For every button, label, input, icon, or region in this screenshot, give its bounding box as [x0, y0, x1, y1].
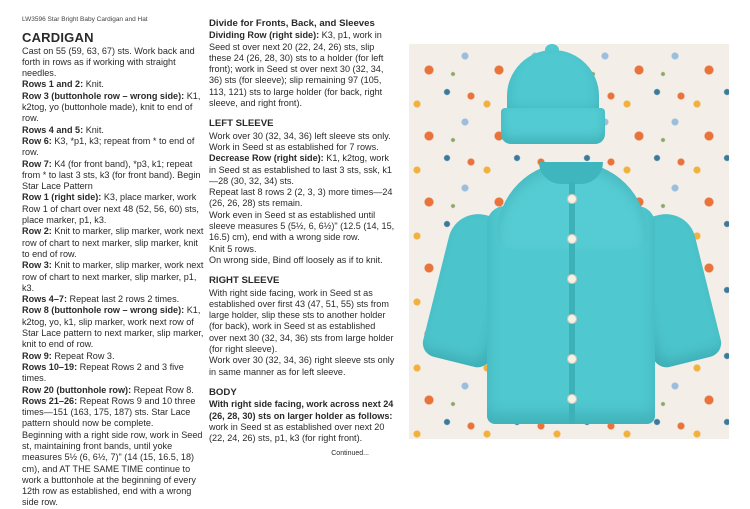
- cardigan-row-label: Rows 10–19:: [22, 361, 78, 372]
- dividing-row: [209, 30, 395, 109]
- cardigan-row-label: Row 1 (right side):: [22, 192, 102, 203]
- cardigan-closing: Beginning with a right side row, work in Seed st, maintaining front bands, until yoke measures 5½ (6, 6½, 7)" (14 (15, 16.5, 18) cm), and AT THE SAME TIME continue to work a buttonhole at the beginning of every 12th row as established, end with a wrong side row.: [22, 429, 203, 508]
- cardigan-row: [22, 192, 204, 226]
- cardigan-row-label: Row 9:: [22, 350, 52, 361]
- cardigan-row-label: Rows 4 and 5:: [22, 124, 84, 135]
- cardigan-intro: Cast on 55 (59, 63, 67) sts. Work back and forth in rows as if working with straight needles.: [22, 45, 195, 79]
- cardigan-row: [22, 91, 204, 125]
- dividing-row-label: Dividing Row (right side):: [209, 30, 320, 41]
- cardigan-row-label: Row 7:: [22, 158, 52, 169]
- button: [567, 394, 577, 404]
- cardigan-row: [22, 385, 204, 396]
- cardigan-row-text: K1, k2tog, yo (buttonhole made), knit to end of row.: [22, 90, 201, 124]
- cardigan-row-text: Knit.: [85, 79, 104, 90]
- cardigan-row-label: Rows 21–26:: [22, 395, 78, 406]
- cardigan-row-text: K1, k2tog, yo, k1, slip marker, work next row of Star Lace pattern to next marker, slip marker, knit to end of row.: [22, 305, 204, 350]
- cardigan-row-label: Rows 1 and 2:: [22, 79, 84, 90]
- cardigan-rows: [22, 79, 204, 429]
- button: [567, 274, 577, 284]
- button: [567, 354, 577, 364]
- cardigan-row-text: Repeat Rows 2 and 3 five times.: [22, 361, 184, 384]
- button: [567, 194, 577, 204]
- cardigan-row-label: Row 8 (buttonhole row – wrong side):: [22, 305, 185, 316]
- decrease-row-label: Decrease Row (right side):: [209, 153, 324, 164]
- cardigan-row: [22, 79, 204, 90]
- left-sleeve-p4: Work even in Seed st as established until sleeve measures 5 (5½, 6, 6½)" (12.5 (14, 15, 16.5) cm), end with a wrong side row.: [209, 209, 395, 243]
- cardigan-row-text: Repeat last 2 rows 2 times.: [69, 294, 180, 305]
- continued-label: Continued...: [331, 450, 369, 458]
- cardigan-row: [22, 125, 204, 136]
- cardigan-row-text: Repeat Row 8.: [133, 384, 194, 395]
- button: [567, 314, 577, 324]
- left-sleeve-p5: Knit 5 rows.: [209, 243, 257, 254]
- cardigan-row-text: K3, *p1, k3; repeat from * to end of row.: [22, 135, 195, 158]
- left-sleeve-heading: LEFT SLEEVE: [209, 118, 274, 130]
- left-sleeve-p3: Repeat last 8 rows 2 (2, 3, 3) more times—24 (26, 26, 28) sts remain.: [209, 187, 393, 209]
- cardigan-row: [22, 136, 204, 159]
- cardigan-row-label: Row 3:: [22, 260, 52, 271]
- cardigan-row-label: Rows 4–7:: [22, 294, 67, 305]
- hat-band: [501, 108, 605, 144]
- right-sleeve-p1: With right side facing, work in Seed st as established over first 43 (47, 51, 55) sts from large holder, slip these sts to another holder (for back), work in Seed st as established over next 30 (32, 34, 36) sts from large holder (for right sleeve).: [209, 287, 394, 355]
- decrease-row: [209, 153, 395, 187]
- cardigan-row: [22, 305, 204, 350]
- button: [567, 234, 577, 244]
- cardigan-row-text: Knit to marker, slip marker, work next row of chart to next marker, slip marker, p1, k3.: [22, 260, 204, 293]
- right-sleeve-p2: Work over 30 (32, 34, 36) right sleeve sts only in same manner as for left sleeve.: [209, 355, 395, 377]
- product-photo: [409, 44, 729, 439]
- body-heading: BODY: [209, 386, 237, 398]
- cardigan-row: [22, 362, 204, 385]
- cardigan-row-text: Repeat Row 3.: [54, 350, 115, 361]
- cardigan-row: [22, 294, 204, 305]
- pattern-code: LW3596 Star Bright Baby Cardigan and Hat: [22, 16, 148, 23]
- body-text: work in Seed st as established over next 20 (22, 24, 26) sts, p1, k3 (for right front).: [209, 421, 385, 444]
- body-bold-text: With right side facing, work across next 24 (26, 28, 30) sts on larger holder as follows:: [209, 399, 394, 421]
- button-placket: [569, 182, 575, 424]
- cardigan-row-label: Row 6:: [22, 135, 52, 146]
- dividing-row-text: K3, p1, work in Seed st over next 20 (22, 24, 26) sts, slip these 24 (26, 28, 30) sts to a holder (for left front); work in Seed st over next 30 (32, 34, 36) sts (for sleeve); slip remaining 97 (105, 113, 121) sts to large holder (for back, right sleeve, and right front).: [209, 30, 384, 109]
- cardigan-row: [22, 260, 204, 294]
- cardigan-row-text: Knit.: [85, 124, 104, 135]
- right-sleeve-heading: RIGHT SLEEVE: [209, 275, 280, 287]
- divide-heading: Divide for Fronts, Back, and Sleeves: [209, 18, 375, 29]
- cardigan-row: [22, 226, 204, 260]
- cardigan-row-text: K3, place marker, work Row 1 of chart over next 48 (52, 56, 60) sts, place marker, p1, k3.: [22, 192, 199, 226]
- cardigan-row-text: Repeat Rows 9 and 10 three times—151 (163, 175, 187) sts. Star Lace pattern should now be complete.: [22, 395, 196, 429]
- left-text-column: [22, 14, 204, 509]
- decrease-row-text: K1, k2tog, work in Seed st as established to last 3 sts, ssk, k1—28 (30, 32, 34) sts.: [209, 153, 392, 186]
- middle-text-column: [209, 18, 395, 460]
- cardigan-row-text: K4 (for front band), *p3, k1; repeat from * to last 3 sts, k3 (for front band). Begin Star Lace Pattern: [22, 158, 201, 192]
- cardigan-row-text: Knit to marker, slip marker, work next row of chart to next marker, slip marker, knit to end of row.: [22, 226, 204, 259]
- left-sleeve-p6: On wrong side, Bind off loosely as if to knit.: [209, 254, 383, 265]
- cardigan-row-label: Row 20 (buttonhole row):: [22, 384, 132, 395]
- cardigan-row: [22, 396, 204, 430]
- cardigan-row: [22, 159, 204, 193]
- cardigan-row-label: Row 2:: [22, 226, 52, 237]
- cardigan-row: [22, 351, 204, 362]
- cardigan-row-label: Row 3 (buttonhole row – wrong side):: [22, 90, 185, 101]
- body-instructions: [209, 399, 395, 444]
- cardigan-heading: CARDIGAN: [22, 30, 94, 46]
- left-sleeve-p1: Work over 30 (32, 34, 36) left sleeve sts only. Work in Seed st as established for 7 rows.: [209, 130, 391, 152]
